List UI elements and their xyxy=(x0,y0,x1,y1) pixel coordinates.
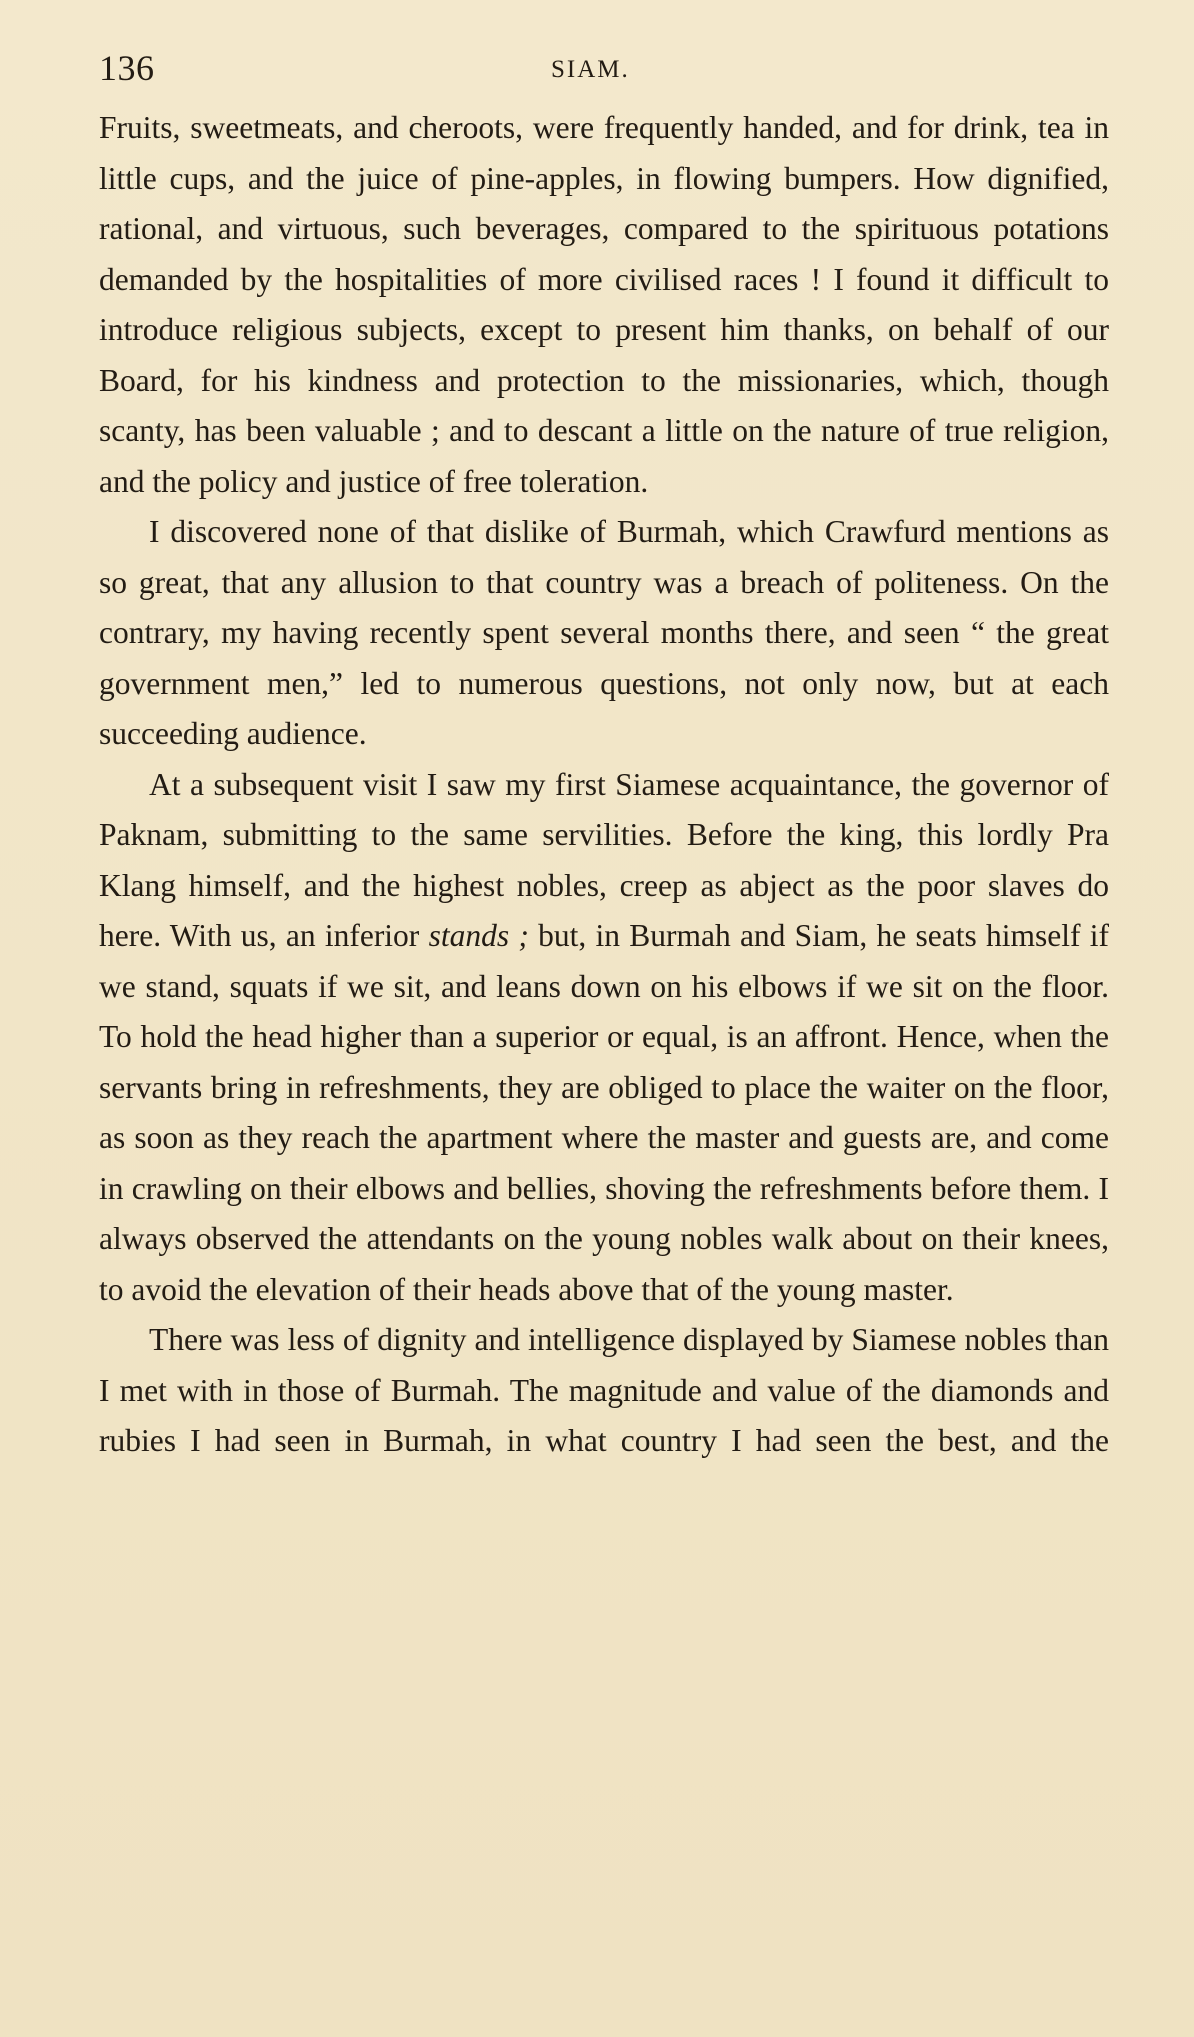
paragraph-3-italic: stands ; xyxy=(428,918,529,953)
page-header xyxy=(99,44,1109,92)
paragraph-3-text-after: but, in Burmah and Siam, he seats himself if we stand, squats if we sit, and leans down on his elbows if we sit on the floor. To hold the head higher than a superior or equal, is an affront. Hence, when the servants bring in refreshments, they are obliged to place the waiter on the floor, as soon as they reach the apartment where the master and guests are, and come in crawling on their elbows and bellies, shoving the refreshments before them. I always observed the attendants on the young nobles walk about on their knees, to avoid the elevation of their heads above that of the young master. xyxy=(99,918,1109,1307)
paragraph-1: Fruits, sweetmeats, and cheroots, were frequently handed, and for drink, tea in little cups, and the juice of pine-apples, in flowing bumpers. How dignified, rational, and virtuous, such beverages, compared to the spirituous potations demanded by the hospitalities of more civilised races ! I found it difficult to introduce religious subjects, except to present him thanks, on behalf of our Board, for his kindness and protection to the missionaries, which, though scanty, has been valuable ; and to descant a little on the nature of true religion, and the policy and justice of free toleration. xyxy=(99,110,1109,499)
paragraph-3 xyxy=(99,760,1109,1316)
paragraph-3-text-before: At a subsequent visit I saw my first Siamese acquaintance, the governor of Paknam, submitting to the same servilities. Before the king, this lordly Pra Klang himself, and the highest nobles, creep as abject as the poor slaves do here. With us, an inferior xyxy=(99,766,1109,953)
paragraph-2: I discovered none of that dislike of Burmah, which Crawfurd mentions as so great, that any allusion to that country was a breach of politeness. On the contrary, my having recently spent several months there, and seen “ the great government men,” led to numerous questions, not only now, but at each succeeding audience. xyxy=(99,514,1109,751)
running-title: SIAM. xyxy=(551,56,630,83)
paragraph-4: There was less of dignity and intelligence displayed by Siamese nobles than I met with in those of Burmah. The magnitude and value of the diamonds and rubies I had seen in Burmah, in what country I had seen the best, and the xyxy=(99,1322,1109,1458)
page-number: 136 xyxy=(99,48,155,88)
body-text xyxy=(99,103,1109,1467)
